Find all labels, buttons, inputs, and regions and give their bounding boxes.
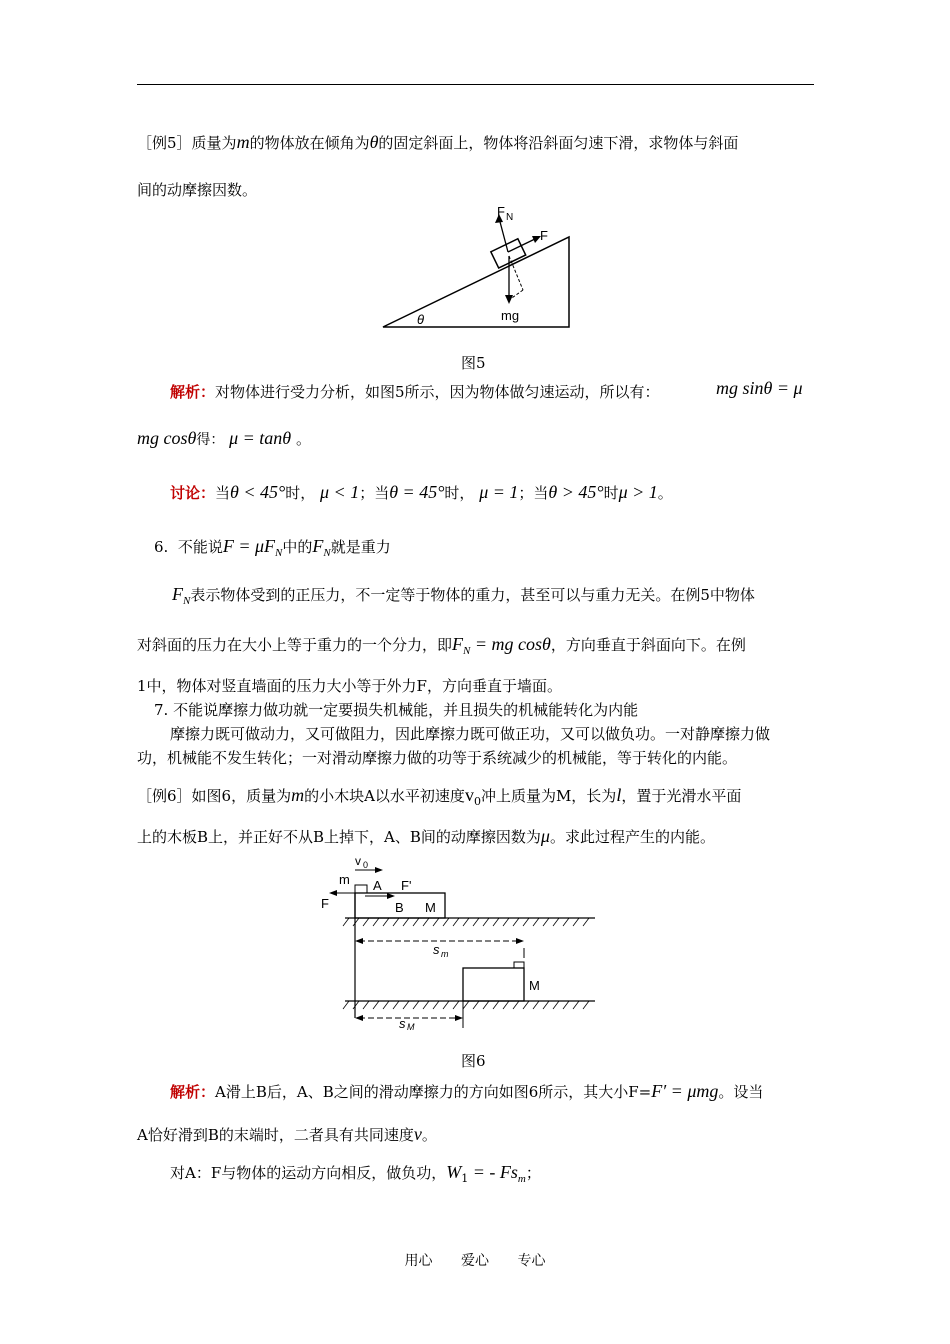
sol5-line1: 解析：对物体进行受力分析，如图5所示，因为物体做匀速运动，所以有： [170,383,660,401]
figure-5-incline [375,200,580,335]
figure-6-caption: 图6 [461,1052,486,1070]
figure-5-caption: 图5 [461,354,486,372]
incline-triangle [383,237,569,327]
M-label-1: M [425,900,436,915]
fn-label: F [497,204,505,219]
ex6-line2: 上的木板B上，并正好不从B上掉下，A、B间的动摩擦因数为μ。求此过程产生的内能。 [137,826,715,846]
discussion-line: 讨论：当θ < 45°时， μ < 1；当θ = 45°时， μ = 1；当θ > 45°时μ > 1。 [170,482,673,502]
mg-label: mg [501,308,520,323]
ex5-line1: ［例5］质量为m的物体放在倾角为θ的固定斜面上，物体将沿斜面匀速下滑，求物体与斜面 [137,132,739,152]
sM-label: s [399,1016,406,1030]
s7-title: 7. 不能说摩擦力做功就一定要损失机械能，并且损失的机械能转化为内能 [154,701,639,719]
s6-para2: 对斜面的压力在大小上等于重力的一个分力，即$F_N$ = mg cosθ，方向垂直于斜面向下。在例 [137,634,746,657]
eq-mg-sin: mg sinθ = μ [716,378,803,398]
sol6-line3: 对A：F与物体的运动方向相反，做负功，$W_1$ = - $Fs_m$； [170,1162,541,1185]
ground-hatch-2 [343,1001,589,1009]
svg-text:0: 0 [363,860,369,870]
header-rule [137,84,814,85]
block-a [355,885,367,893]
ground-hatch-1 [343,918,589,926]
f-label: F [321,896,329,911]
page-footer: 用心 爱心 专心 [404,1253,546,1269]
sol5-line2: mg cosθ得： μ = tanθ 。 [137,428,311,448]
M-label-2: M [529,978,540,993]
s7-line1: 摩擦力既可做动力，又可做阻力，因此摩擦力既可做正功，又可以做负功。一对静摩擦力做 [170,725,771,743]
fprime-label: F' [401,878,412,893]
a-label: A [373,878,382,893]
s6-para3: 1中，物体对竖直墙面的压力大小等于外力F，方向垂直于墙面。 [137,677,562,695]
ex5-label: ［例5］ [137,134,192,152]
block [491,239,526,268]
s6-title: 6. 不能说$F = \mu F_N$中的$F_N$就是重力 [154,536,391,559]
f-label: F [540,228,548,243]
m-label: m [339,872,350,887]
svg-text:M: M [407,1022,415,1030]
s7-line2: 功，机械能不发生转化；一对滑动摩擦力做的功等于系统减少的机械能，等于转化的内能。 [137,749,738,767]
svg-text:m: m [441,949,449,959]
v0-label: v [355,854,361,868]
s6-para1: $F_N$表示物体受到的正压力，不一定等于物体的重力，甚至可以与重力无关。在例5中物体 [172,584,755,607]
ex5-line2: 间的动摩擦因数。 [137,181,258,199]
board-b-end [463,968,524,1001]
figure-6-block-board [315,850,605,1030]
sol6-line1: 解析：A滑上B后，A、B之间的滑动摩擦力的方向如图6所示，其大小F=F′ = μmg。设当 [170,1081,764,1101]
theta-label: θ [417,312,425,327]
sm-label: s [433,942,440,957]
sol6-line2: A恰好滑到B的末端时，二者具有共同速度v。 [137,1124,437,1144]
b-label: B [395,900,404,915]
svg-text:N: N [506,212,514,223]
block-a-end [514,962,524,968]
ex6-line1: ［例6］如图6，质量为m的小木块A以水平初速度$v_0$冲上质量为M，长为l，置于光滑水平面 [137,785,742,808]
